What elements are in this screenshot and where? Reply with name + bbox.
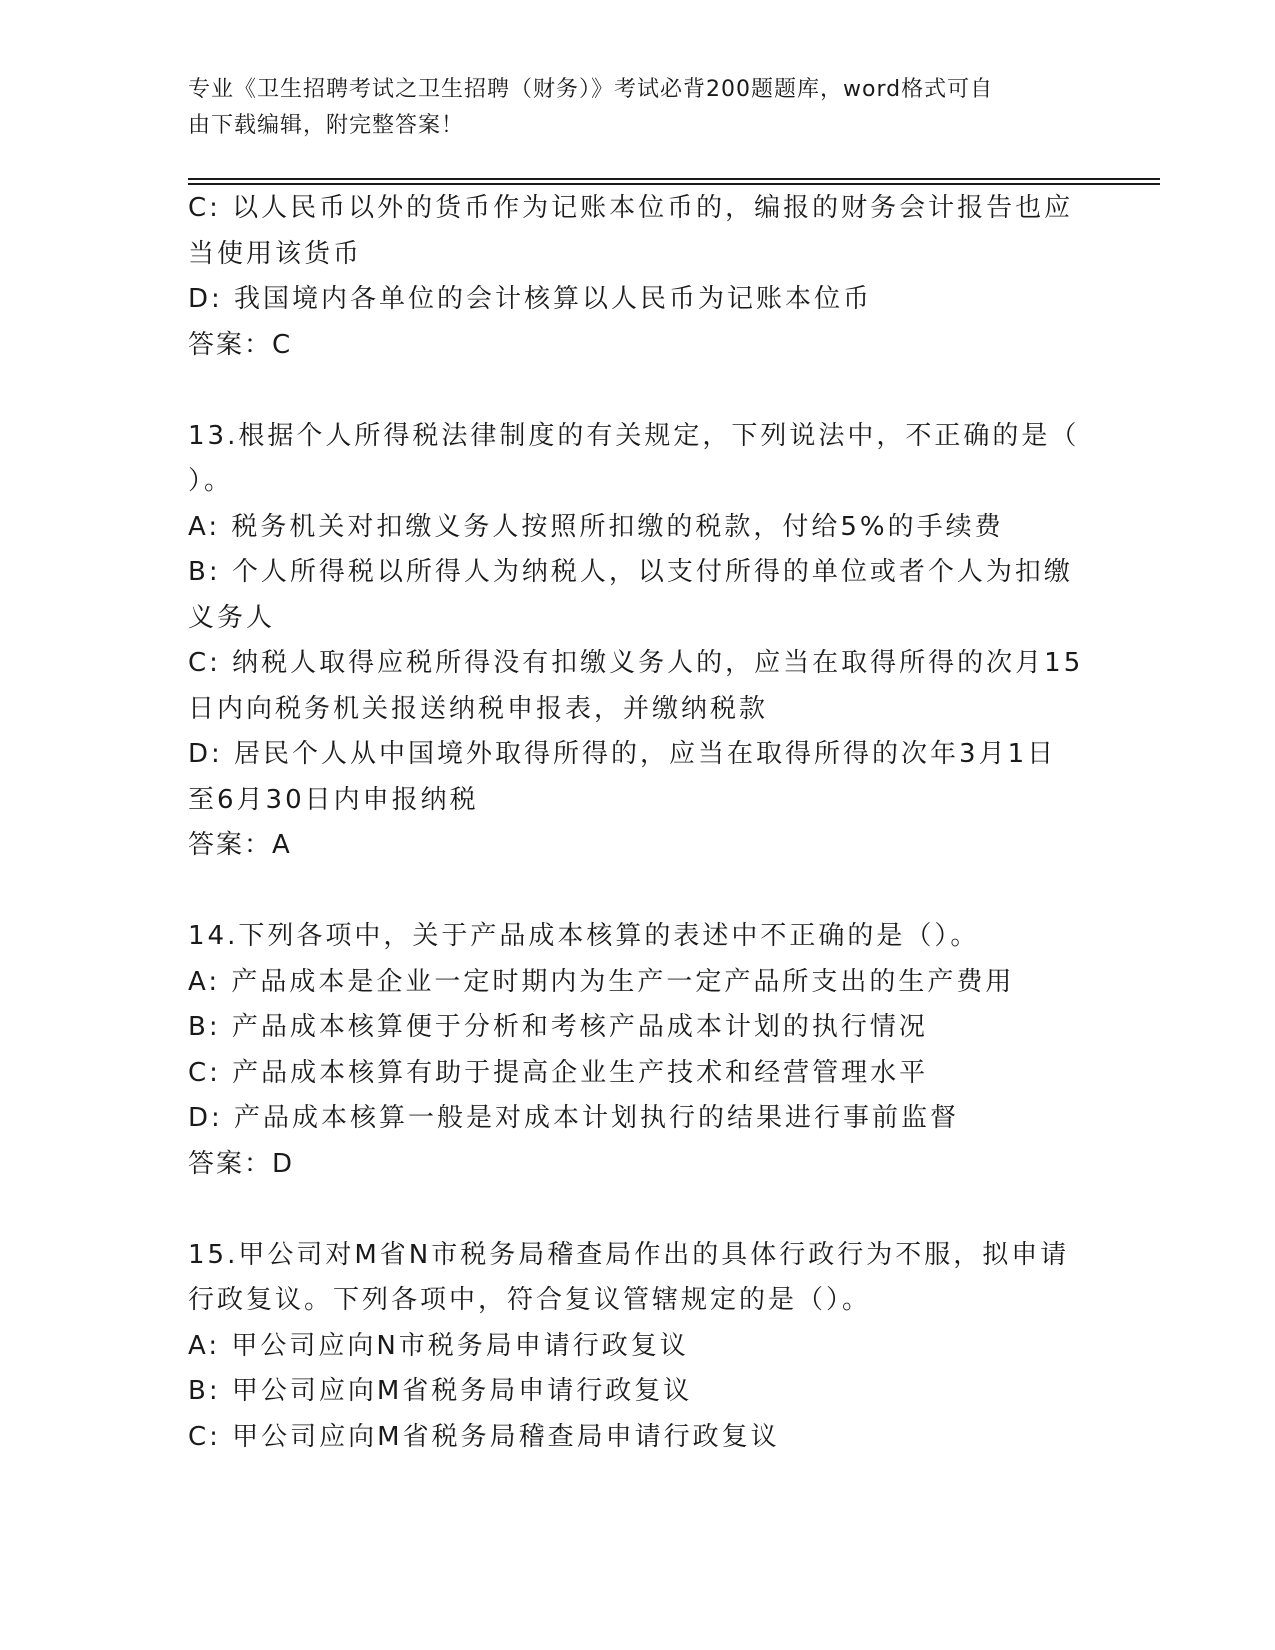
option-a: A: 甲公司应向N市税务局申请行政复议 — [188, 1330, 689, 1361]
header-line-2: 由下载编辑，附完整答案！ — [188, 113, 465, 138]
question-gap — [188, 1187, 1088, 1233]
answer-line: 答案：C — [188, 329, 293, 360]
option-b: B: 甲公司应向M省税务局申请行政复议 — [188, 1376, 693, 1406]
header-divider-top — [188, 178, 1160, 180]
option-c-line-2: 当使用该货币 — [188, 238, 363, 269]
option-c-line-1: C: 以人民币以外的货币作为记账本位币的，编报的财务会计报告也应 — [188, 193, 1074, 223]
option-b: B: 产品成本核算便于分析和考核产品成本计划的执行情况 — [188, 1012, 928, 1042]
option-d: D: 我国境内各单位的会计核算以人民币为记账本位币 — [188, 284, 873, 314]
question-stem-line-2: ）。 — [188, 466, 234, 496]
option-c: C: 甲公司应向M省税务局稽查局申请行政复议 — [188, 1421, 780, 1452]
question-15 — [188, 1233, 1088, 1461]
question-stem: 14.下列各项中，关于产品成本核算的表述中不正确的是（）。 — [188, 921, 980, 951]
option-d: D: 产品成本核算一般是对成本计划执行的结果进行事前监督 — [188, 1103, 960, 1133]
header-divider-bottom — [188, 183, 1160, 185]
header-line-1: 专业《卫生招聘考试之卫生招聘（财务）》考试必背200题题库，word格式可自 — [188, 77, 994, 102]
question-14 — [188, 914, 1088, 1187]
option-c-line-2: 日内向税务机关报送纳税申报表，并缴纳税款 — [188, 693, 769, 724]
question-13 — [188, 414, 1088, 869]
question-stem-line-1: 13.根据个人所得税法律制度的有关规定，下列说法中，不正确的是（ — [188, 420, 1080, 451]
question-stem-line-1: 15.甲公司对M省N市税务局稽查局作出的具体行政行为不服，拟申请 — [188, 1239, 1070, 1270]
question-list — [188, 186, 1088, 1460]
option-b-line-1: B: 个人所得税以所得人为纳税人，以支付所得的单位或者个人为扣缴 — [188, 557, 1073, 587]
document-header — [188, 72, 1068, 144]
option-c-line-1: C: 纳税人取得应税所得没有扣缴义务人的，应当在取得所得的次月15 — [188, 648, 1084, 678]
question-stem-line-2: 行政复议。下列各项中，符合复议管辖规定的是（）。 — [188, 1285, 872, 1315]
question-gap — [188, 869, 1088, 915]
option-a: A: 税务机关对扣缴义务人按照所扣缴的税款，付给5%的手续费 — [188, 511, 1004, 542]
option-b-line-2: 义务人 — [188, 602, 276, 633]
option-c: C: 产品成本核算有助于提高企业生产技术和经营管理水平 — [188, 1057, 929, 1088]
question-12-tail — [188, 186, 1088, 368]
answer-line: 答案：D — [188, 1148, 295, 1179]
option-d-line-2: 至6月30日内申报纳税 — [188, 784, 479, 815]
answer-line: 答案：A — [188, 830, 292, 860]
option-a: A: 产品成本是企业一定时期内为生产一定产品所支出的生产费用 — [188, 966, 1015, 997]
question-gap — [188, 368, 1088, 414]
option-d-line-1: D: 居民个人从中国境外取得所得的，应当在取得所得的次年3月1日 — [188, 739, 1057, 769]
